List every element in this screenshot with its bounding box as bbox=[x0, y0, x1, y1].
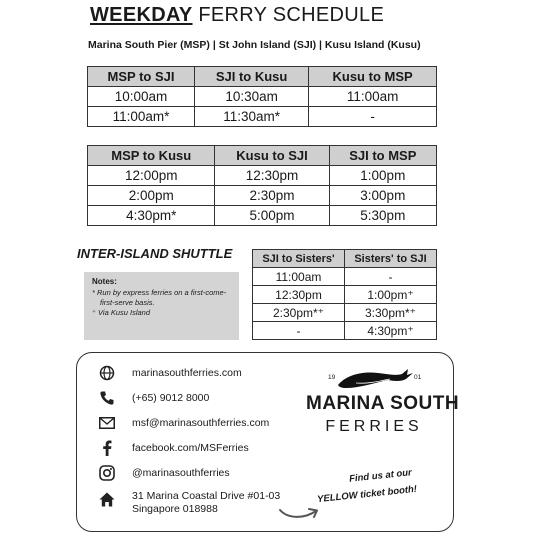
address-row bbox=[98, 490, 280, 516]
column-header: Kusu to SJI bbox=[215, 146, 329, 166]
page-title bbox=[90, 4, 390, 27]
time-cell: - bbox=[309, 107, 437, 127]
title-weekday: WEEKDAY bbox=[90, 4, 193, 26]
time-cell: 12:30pm bbox=[215, 166, 329, 186]
inter-island-title: INTER-ISLAND SHUTTLE bbox=[77, 246, 233, 261]
notes-box bbox=[84, 272, 239, 340]
column-header: MSP to Kusu bbox=[88, 146, 215, 166]
globe-icon bbox=[98, 364, 116, 382]
column-header: SJI to Kusu bbox=[195, 67, 309, 87]
time-cell: 2:30pm bbox=[215, 186, 329, 206]
address bbox=[132, 490, 280, 516]
instagram-icon bbox=[98, 464, 116, 482]
email-row[interactable] bbox=[98, 414, 269, 432]
time-cell: 4:30pm⁺ bbox=[345, 322, 437, 340]
time-cell: 5:00pm bbox=[215, 206, 329, 226]
ticket-booth-line2: YELLOW ticket booth! bbox=[316, 483, 418, 506]
marina-south-ferries-logo bbox=[306, 366, 460, 446]
phone-icon bbox=[98, 389, 116, 407]
phone-row[interactable] bbox=[98, 389, 209, 407]
table-row bbox=[88, 206, 437, 226]
column-header: MSP to SJI bbox=[88, 67, 195, 87]
address-line-1: 31 Marina Coastal Drive #01-03 bbox=[132, 490, 281, 502]
time-cell: 3:30pm*⁺ bbox=[345, 304, 437, 322]
home-icon bbox=[98, 490, 116, 508]
column-header: Kusu to MSP bbox=[309, 67, 437, 87]
table-header-row bbox=[253, 250, 437, 268]
table-row bbox=[88, 87, 437, 107]
website-row[interactable] bbox=[98, 364, 242, 382]
time-cell: 2:00pm bbox=[88, 186, 215, 206]
time-cell: 10:30am bbox=[195, 87, 309, 107]
brand-name-line1: MARINA SOUTH bbox=[306, 393, 460, 414]
column-header: SJI to MSP bbox=[329, 146, 436, 166]
whale-icon bbox=[336, 368, 414, 390]
table-row bbox=[253, 322, 437, 340]
time-cell: 4:30pm* bbox=[88, 206, 215, 226]
time-cell: 12:30pm bbox=[253, 286, 345, 304]
facebook-link[interactable]: facebook.com/MSFerries bbox=[132, 441, 249, 454]
website-link[interactable]: marinasouthferries.com bbox=[132, 366, 242, 379]
route-legend: Marina South Pier (MSP) | St John Island (SJI) | Kusu Island (Kusu) bbox=[88, 39, 421, 51]
address-line-2: Singapore 018988 bbox=[132, 503, 218, 515]
time-cell: 11:00am bbox=[253, 268, 345, 286]
table-header-row bbox=[88, 67, 437, 87]
time-cell: 5:30pm bbox=[329, 206, 436, 226]
shuttle-schedule-table bbox=[252, 249, 437, 340]
table-row bbox=[253, 304, 437, 322]
time-cell: 11:30am* bbox=[195, 107, 309, 127]
table-row bbox=[88, 186, 437, 206]
time-cell: 3:00pm bbox=[329, 186, 436, 206]
afternoon-schedule-table bbox=[87, 145, 437, 226]
email-link[interactable]: msf@marinasouthferries.com bbox=[132, 416, 270, 429]
time-cell: 12:00pm bbox=[88, 166, 215, 186]
note-item: * Run by express ferries on a first-come-first-serve basis. bbox=[92, 288, 227, 307]
phone-number[interactable]: (+65) 9012 8000 bbox=[132, 391, 210, 404]
logo-year-right: 01 bbox=[414, 374, 422, 381]
ticket-booth-line1: Find us at our bbox=[348, 467, 413, 485]
time-cell: 11:00am* bbox=[88, 107, 195, 127]
time-cell: 1:00pm bbox=[329, 166, 436, 186]
time-cell: 10:00am bbox=[88, 87, 195, 107]
time-cell: - bbox=[253, 322, 345, 340]
logo-year-left: 19 bbox=[328, 374, 336, 381]
table-row bbox=[88, 107, 437, 127]
note-item: ⁺ Via Kusu Island bbox=[92, 308, 151, 317]
facebook-icon bbox=[98, 439, 116, 457]
time-cell: 11:00am bbox=[309, 87, 437, 107]
time-cell: - bbox=[345, 268, 437, 286]
table-row bbox=[253, 268, 437, 286]
column-header: SJI to Sisters' bbox=[253, 250, 345, 268]
table-header-row bbox=[88, 146, 437, 166]
morning-schedule-table bbox=[87, 66, 437, 127]
instagram-handle[interactable]: @marinasouthferries bbox=[132, 466, 230, 479]
notes-title: Notes: bbox=[92, 277, 117, 286]
time-cell: 1:00pm⁺ bbox=[345, 286, 437, 304]
facebook-row[interactable] bbox=[98, 439, 249, 457]
table-row bbox=[253, 286, 437, 304]
table-row bbox=[88, 166, 437, 186]
brand-name-line2: FERRIES bbox=[325, 418, 423, 435]
title-rest: FERRY SCHEDULE bbox=[192, 4, 385, 26]
column-header: Sisters' to SJI bbox=[345, 250, 437, 268]
time-cell: 2:30pm*⁺ bbox=[253, 304, 345, 322]
arrow-icon bbox=[278, 500, 322, 522]
mail-icon bbox=[98, 414, 116, 432]
instagram-row[interactable] bbox=[98, 464, 230, 482]
